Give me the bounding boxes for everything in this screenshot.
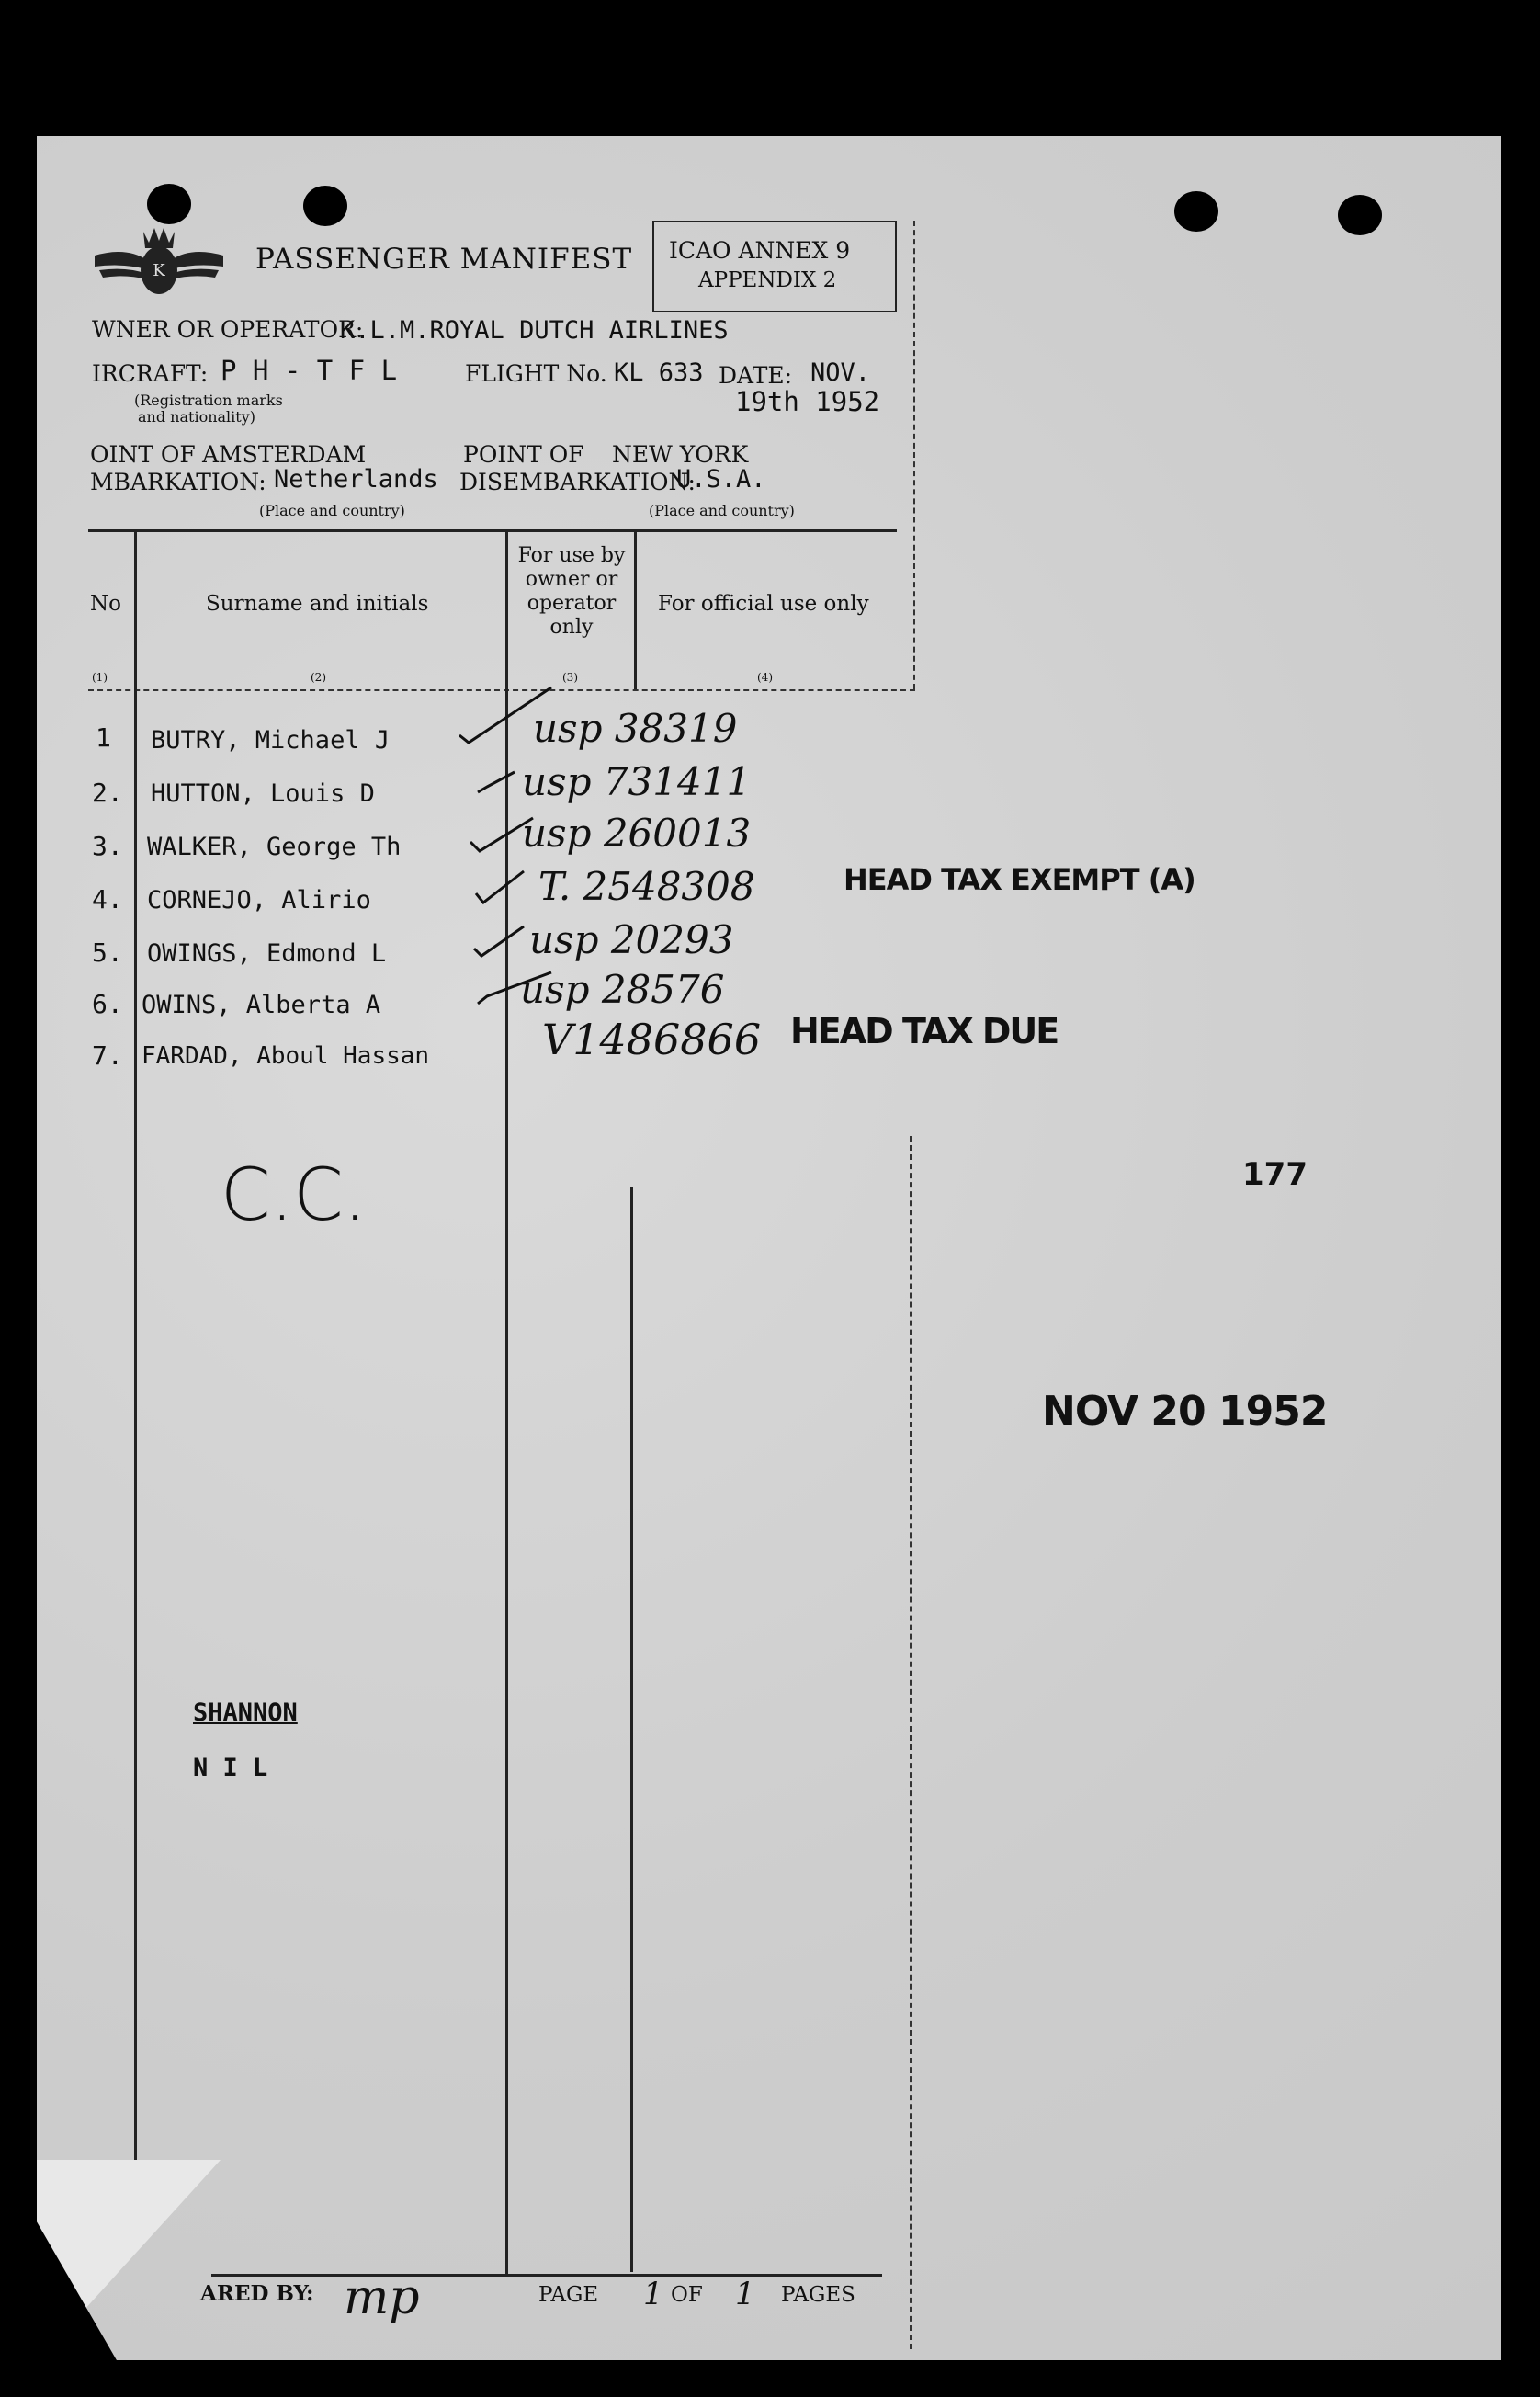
check-marks bbox=[450, 680, 579, 1066]
owner-label: WNER OR OPERATOR: bbox=[92, 316, 364, 343]
disembarkation-note: (Place and country) bbox=[649, 502, 795, 519]
disembarkation-value: U.S.A. bbox=[676, 465, 766, 494]
column-header-name: Surname and initials bbox=[206, 592, 429, 616]
embarkation-label: OINT OF bbox=[90, 441, 196, 468]
cc-annotation: C.C. bbox=[221, 1154, 367, 1237]
annex-box bbox=[652, 221, 897, 312]
official-entry: usp 260013 bbox=[522, 811, 752, 856]
passenger-name: HUTTON, Louis D bbox=[151, 779, 375, 808]
prepared-by-label: ARED BY: bbox=[200, 2281, 314, 2306]
column-header-operator: For use by owner or operator only bbox=[517, 544, 626, 639]
column-number: (3) bbox=[562, 671, 578, 684]
table-bottom-rule bbox=[211, 2274, 882, 2277]
date-label: DATE: bbox=[719, 362, 793, 389]
official-entry: usp 731411 bbox=[522, 759, 752, 804]
date-value: NOV. bbox=[810, 358, 871, 387]
passenger-name: WALKER, George Th bbox=[147, 833, 402, 861]
aircraft-label: IRCRAFT: bbox=[92, 360, 209, 387]
klm-logo-icon bbox=[90, 219, 228, 301]
passenger-name: OWINS, Alberta A bbox=[142, 991, 381, 1019]
column-header-official: For official use only bbox=[658, 592, 869, 616]
of-value: 1 bbox=[735, 2276, 755, 2312]
passenger-name: BUTRY, Michael J bbox=[151, 726, 391, 755]
aircraft-note: (Registration marks bbox=[134, 392, 283, 409]
pages-label: PAGES bbox=[781, 2283, 855, 2307]
passenger-name: FARDAD, Aboul Hassan bbox=[142, 1042, 430, 1070]
page-label: PAGE bbox=[538, 2283, 599, 2307]
disembarkation-label: POINT OF bbox=[463, 441, 584, 468]
page-value: 1 bbox=[643, 2276, 663, 2312]
preparer-signature: mp bbox=[344, 2270, 420, 2325]
head-tax-note: HEAD TAX DUE bbox=[790, 1011, 1059, 1051]
embarkation-note: (Place and country) bbox=[259, 502, 405, 519]
passenger-number: 3. bbox=[92, 831, 123, 861]
punch-hole bbox=[303, 186, 347, 226]
passenger-number: 1 bbox=[96, 722, 111, 753]
passenger-number: 7. bbox=[92, 1040, 123, 1071]
folded-corner-shadow bbox=[0, 2158, 138, 2397]
column-number: (4) bbox=[757, 671, 773, 684]
disembarkation-value: NEW YORK bbox=[612, 441, 749, 468]
column-divider bbox=[910, 1136, 912, 2349]
column-divider bbox=[634, 529, 637, 689]
column-divider bbox=[134, 529, 137, 2211]
passenger-number: 6. bbox=[92, 989, 123, 1019]
shannon-label: SHANNON bbox=[193, 1698, 298, 1727]
date-value: 19th 1952 bbox=[735, 386, 880, 417]
flight-label: FLIGHT No. bbox=[465, 360, 607, 387]
embarkation-value: AMSTERDAM bbox=[202, 441, 367, 468]
passenger-number: 2. bbox=[92, 778, 123, 808]
embarkation-label: MBARKATION: bbox=[90, 469, 266, 495]
column-number: (2) bbox=[311, 671, 326, 684]
column-divider bbox=[913, 221, 915, 689]
official-entry: usp 38319 bbox=[533, 706, 738, 751]
annex-line2: APPENDIX 2 bbox=[698, 268, 837, 292]
passenger-number: 5. bbox=[92, 937, 123, 968]
table-top-rule bbox=[88, 529, 897, 532]
passenger-name: CORNEJO, Alirio bbox=[147, 886, 371, 914]
aircraft-note: and nationality) bbox=[138, 408, 255, 426]
official-entry: usp 28576 bbox=[520, 967, 725, 1012]
flight-value: KL 633 bbox=[614, 358, 704, 387]
annex-line1: ICAO ANNEX 9 bbox=[669, 237, 851, 264]
head-tax-note: HEAD TAX EXEMPT (A) bbox=[844, 862, 1195, 897]
punch-hole bbox=[1338, 195, 1382, 235]
official-entry: V1486866 bbox=[542, 1015, 762, 1064]
owner-value: K.L.M.ROYAL DUTCH AIRLINES bbox=[340, 316, 729, 345]
column-number: (1) bbox=[92, 671, 108, 684]
manifest-title: PASSENGER MANIFEST bbox=[255, 243, 633, 276]
of-label: OF bbox=[671, 2283, 703, 2307]
passenger-name: OWINGS, Edmond L bbox=[147, 939, 387, 968]
embarkation-value: Netherlands bbox=[274, 465, 438, 494]
page-number: 177 bbox=[1242, 1156, 1308, 1193]
aircraft-value: P H - T F L bbox=[221, 355, 398, 386]
passenger-number: 4. bbox=[92, 884, 123, 914]
svg-text:K: K bbox=[153, 261, 165, 280]
disembarkation-label: DISEMBARKATION: bbox=[459, 469, 696, 495]
punch-hole bbox=[1174, 191, 1218, 232]
column-header-no: No bbox=[90, 592, 121, 616]
column-divider bbox=[630, 1187, 633, 2272]
official-entry: usp 20293 bbox=[529, 917, 734, 962]
official-entry: T. 2548308 bbox=[538, 864, 755, 909]
date-stamp: NOV 20 1952 bbox=[1042, 1388, 1328, 1435]
nil-label: N I L bbox=[193, 1754, 268, 1782]
